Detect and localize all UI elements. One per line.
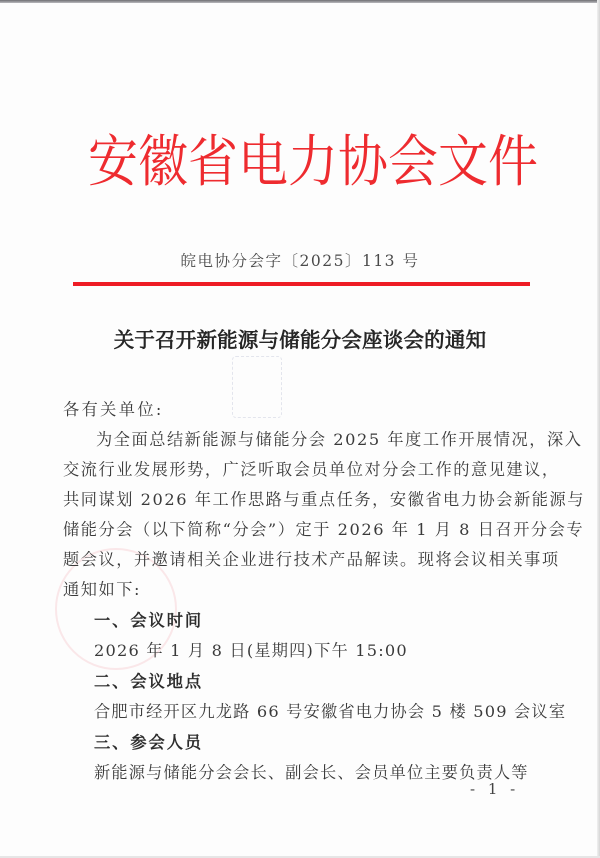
masthead-char: 安 (88, 129, 138, 195)
masthead-char: 文 (438, 129, 488, 195)
paragraph-line: 交流行业发展形势，广泛听取会员单位对分会工作的意见建议， (63, 460, 560, 479)
section-text-time: 2026 年 1 月 8 日(星期四)下午 15:00 (94, 641, 408, 660)
section-heading-time: 一、会议时间 (94, 611, 204, 630)
paragraph-line: 为全面总结新能源与储能分会 2025 年度工作开展情况，深入 (96, 430, 583, 449)
paragraph-line: 通知如下: (63, 580, 141, 599)
masthead-char: 徽 (138, 129, 188, 195)
red-divider-rule (73, 282, 530, 286)
document-number: 皖电协分会字〔2025〕113 号 (180, 252, 420, 270)
section-text-location: 合肥市经开区九龙路 66 号安徽省电力协会 5 楼 509 会议室 (94, 702, 567, 721)
masthead-char: 省 (188, 129, 238, 195)
page-number: - 1 - (470, 780, 520, 798)
salutation: 各有关单位: (63, 400, 164, 419)
masthead-char: 件 (488, 129, 538, 195)
intro-paragraph (63, 425, 585, 605)
masthead-char: 力 (288, 129, 338, 195)
paragraph-line: 题会议，并邀请相关企业进行技术产品解读。现将会议相关事项 (63, 550, 560, 569)
section-text-attendees: 新能源与储能分会会长、副会长、会员单位主要负责人等 (94, 763, 529, 782)
scan-top-edge (0, 0, 600, 3)
document-title: 关于召开新能源与储能分会座谈会的通知 (113, 328, 487, 352)
masthead-char: 电 (238, 129, 288, 195)
section-heading-attendees: 三、参会人员 (94, 733, 204, 752)
masthead-char: 会 (388, 129, 438, 195)
masthead-title (88, 126, 538, 198)
document-body (63, 395, 585, 788)
paragraph-line: 共同谋划 2026 年工作思路与重点任务，安徽省电力协会新能源与 (63, 490, 585, 509)
section-heading-location: 二、会议地点 (94, 672, 204, 691)
masthead-char: 协 (338, 129, 388, 195)
paragraph-line: 储能分会（以下简称“分会”）定于 2026 年 1 月 8 日召开分会专 (63, 520, 585, 539)
